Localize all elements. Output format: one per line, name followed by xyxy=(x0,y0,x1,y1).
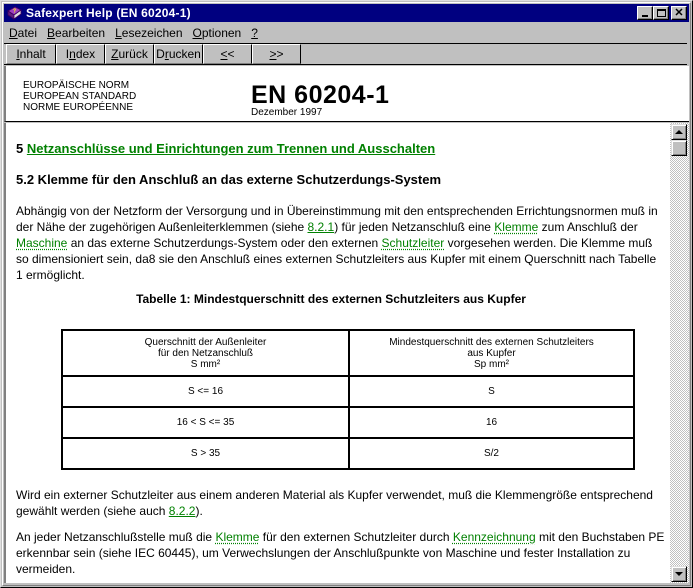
menu-label: earbeiten xyxy=(55,25,106,40)
btn-label: nhalt xyxy=(19,47,46,61)
text: Abhängig von der Netzform der Versorgung und in Übereinstimmung mit den entsprechenden Errichtungsnormen muß in der Nähe der zugehörigen Außenleiterklemmen (siehe xyxy=(16,204,658,234)
scroll-down-button[interactable] xyxy=(671,566,687,582)
paragraph-3 xyxy=(16,529,666,577)
btn-mnemonic: r xyxy=(164,47,169,61)
text: ) für jeden Netzanschluß eine xyxy=(334,220,495,234)
window-controls xyxy=(637,6,687,20)
norm-en: EUROPEAN STANDARD xyxy=(23,91,137,102)
index-button[interactable] xyxy=(56,44,105,64)
vertical-scrollbar[interactable] xyxy=(670,123,689,583)
btn-mnemonic: n xyxy=(69,47,76,61)
menu-mnemonic: L xyxy=(115,25,122,40)
text: mit den Buchstaben PE erkennbar sein (siehe IEC 60445), um Verwechslungen der Anschlußpunkte von Maschine und fester Installation zu vermeiden. xyxy=(16,530,665,576)
glossary-schutzleiter[interactable]: Schutzleiter xyxy=(381,236,445,250)
contents-button[interactable] xyxy=(6,44,56,64)
text: vorgesehen werden. Die Klemme muß so dimensioniert sein, da8 sie den Anschluß eines externen Schutzleiters aus Kupfer mit einem Querschnitt nach Tabelle 1 ermöglicht. xyxy=(16,236,657,282)
menu-datei[interactable] xyxy=(4,26,42,40)
text: An jeder Netzanschlußstelle muß die xyxy=(16,530,216,544)
table-row xyxy=(62,438,634,469)
btn-label: ucken xyxy=(168,47,201,61)
minimize-icon xyxy=(642,15,648,17)
scroll-up-button[interactable] xyxy=(671,124,687,140)
window-title: Safexpert Help (EN 60204-1) xyxy=(26,6,191,20)
menu-label: ptionen xyxy=(201,25,242,40)
table-cell: S <= 16 xyxy=(62,376,349,407)
maximize-button[interactable] xyxy=(653,6,669,20)
table-row xyxy=(62,376,634,407)
table-cell: S/2 xyxy=(349,438,634,469)
topic-content xyxy=(4,123,670,583)
link-8-2-2[interactable]: 8.2.2 xyxy=(168,504,196,518)
glossary-kennzeichnung[interactable]: Kennzeichnung xyxy=(452,530,536,544)
table-caption: Tabelle 1: Mindestquerschnitt des externen Schutzleiters aus Kupfer xyxy=(136,292,526,306)
btn-label: D xyxy=(156,47,165,61)
print-button[interactable] xyxy=(154,44,203,64)
header-cell xyxy=(62,330,349,376)
norm-date: Dezember 1997 xyxy=(251,107,323,118)
norm-de: EUROPÄISCHE NORM xyxy=(23,80,130,91)
header-line: S mm² xyxy=(190,358,221,370)
chapter-number: 5 xyxy=(16,141,24,156)
menu-bearbeiten[interactable] xyxy=(42,26,110,40)
glossary-maschine[interactable]: Maschine xyxy=(16,236,68,250)
header-cell xyxy=(349,330,634,376)
btn-mnemonic: < xyxy=(220,47,228,61)
text: ). xyxy=(195,504,203,518)
browse-back-button[interactable] xyxy=(203,44,252,64)
section-heading: 5.2 Klemme für den Anschluß an das externe Schutzerdungs-System xyxy=(16,172,442,187)
topic-header xyxy=(4,66,689,122)
btn-label: dex xyxy=(75,47,96,61)
help-book-icon xyxy=(6,5,22,21)
menu-mnemonic: ? xyxy=(251,25,258,40)
title-bar[interactable] xyxy=(4,4,689,22)
btn-label: urück xyxy=(118,47,148,61)
btn-label: < xyxy=(227,47,235,61)
cross-section-table xyxy=(61,329,635,470)
back-button[interactable] xyxy=(105,44,154,64)
menu-bar xyxy=(4,23,689,42)
browse-forward-button[interactable] xyxy=(252,44,301,64)
link-8-2-1[interactable]: 8.2.1 xyxy=(307,220,335,234)
menu-mnemonic: D xyxy=(9,25,18,40)
text: für den externen Schutzleiter durch xyxy=(259,530,453,544)
text: an das externe Schutzerdungs-System oder den externen xyxy=(67,236,382,250)
btn-mnemonic: I xyxy=(16,47,20,61)
table-row xyxy=(62,407,634,438)
menu-mnemonic: B xyxy=(47,25,56,40)
text: Wird ein externer Schutzleiter aus einem anderen Material als Kupfer verwendet, muß die Klemmengröße entsprechend gewählt werden (siehe auch xyxy=(16,488,653,518)
btn-mnemonic: > xyxy=(269,47,277,61)
header-line: Mindestquerschnitt des externen Schutzleiters xyxy=(389,336,594,348)
btn-label: I xyxy=(65,47,70,61)
minimize-button[interactable] xyxy=(637,6,653,20)
menu-label: esezeichen xyxy=(121,25,183,40)
scroll-thumb[interactable] xyxy=(671,140,687,156)
chapter-link[interactable]: Netzanschlüsse und Einrichtungen zum Trennen und Ausschalten xyxy=(26,141,436,156)
chapter-heading xyxy=(16,141,435,156)
header-line: für den Netzanschluß xyxy=(157,347,254,359)
norm-number: EN 60204-1 xyxy=(251,81,390,109)
norm-designations xyxy=(23,80,136,113)
menu-help[interactable] xyxy=(246,26,263,40)
arrow-down-icon xyxy=(675,572,683,576)
table-cell: 16 < S <= 35 xyxy=(62,407,349,438)
btn-mnemonic: Z xyxy=(111,47,119,61)
menu-label: atei xyxy=(17,25,38,40)
menu-optionen[interactable] xyxy=(188,26,247,40)
close-icon: ✕ xyxy=(674,7,684,19)
close-button[interactable] xyxy=(671,6,687,20)
button-bar xyxy=(4,43,687,65)
table-cell: 16 xyxy=(349,407,634,438)
table-cell: S xyxy=(349,376,634,407)
menu-lesezeichen[interactable] xyxy=(110,26,187,40)
table-cell: S > 35 xyxy=(62,438,349,469)
table-header-row xyxy=(62,330,634,376)
header-line: Sp mm² xyxy=(474,358,509,370)
svg-text:?: ? xyxy=(13,8,17,15)
btn-label: > xyxy=(276,47,284,61)
text: zum Anschluß der xyxy=(538,220,638,234)
maximize-icon xyxy=(657,9,666,17)
header-line: Querschnitt der Außenleiter xyxy=(144,336,267,348)
paragraph-2 xyxy=(16,487,666,519)
menu-mnemonic: O xyxy=(192,25,202,40)
paragraph-1 xyxy=(16,203,666,283)
glossary-klemme[interactable]: Klemme xyxy=(215,530,260,544)
arrow-up-icon xyxy=(675,130,683,134)
norm-fr: NORME EUROPÉENNE xyxy=(23,102,134,113)
header-line: aus Kupfer xyxy=(467,347,516,359)
glossary-klemme[interactable]: Klemme xyxy=(494,220,539,234)
